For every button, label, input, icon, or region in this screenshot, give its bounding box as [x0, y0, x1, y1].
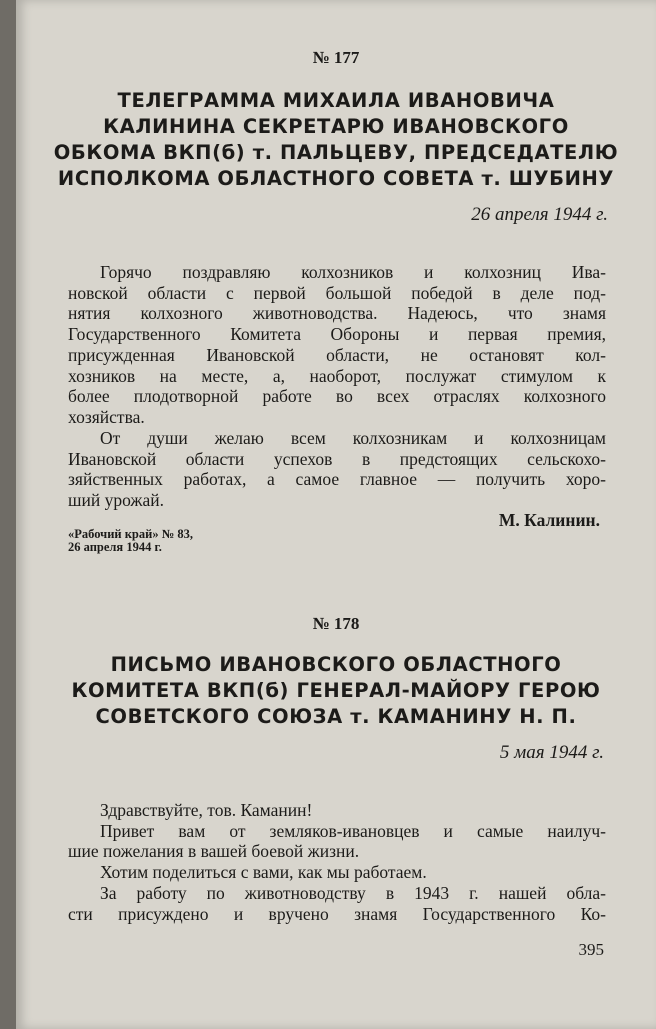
source-line: 26 апреля 1944 г. [68, 540, 162, 554]
doc177-date: 26 апреля 1944 г. [471, 204, 608, 225]
text-line: более плодотворной работе во всех отраслях колхозного [68, 386, 606, 407]
doc177-number: № 177 [312, 48, 360, 67]
text-line: присужденная Ивановской области, не остановят кол- [68, 344, 606, 365]
doc178-body [68, 800, 606, 924]
heading-line: ОБКОМА ВКП(б) т. ПАЛЬЦЕВУ, ПРЕДСЕДАТЕЛЮ [53, 141, 619, 164]
heading-line: КАЛИНИНА СЕКРЕТАРЮ ИВАНОВСКОГО [103, 115, 569, 138]
text-line: сти присуждено и вручено знамя Государственного Ко- [68, 903, 606, 924]
text-line: шие пожелания в вашей боевой жизни. [68, 841, 360, 862]
doc178-date: 5 мая 1944 г. [499, 742, 604, 763]
doc177-paragraph-1 [68, 262, 606, 428]
heading-line: КОМИТЕТА ВКП(б) ГЕНЕРАЛ-МАЙОРУ ГЕРОЮ [71, 679, 601, 702]
text-line: нятия колхозного животноводства. Надеюсь, что знамя [68, 303, 606, 324]
text-line: За работу по животноводству в 1943 г. нашей обла- [100, 882, 606, 903]
text-line: ший урожай. [68, 490, 164, 511]
page-number: 395 [578, 940, 604, 959]
heading-line: СОВЕТСКОГО СОЮЗА т. КАМАНИНУ Н. П. [95, 705, 577, 728]
doc177-heading [16, 88, 656, 192]
heading-line: ИСПОЛКОМА ОБЛАСТНОГО СОВЕТА т. ШУБИНУ [57, 167, 615, 190]
text-line: Хотим поделиться с вами, как мы работаем. [100, 862, 427, 883]
heading-line: ТЕЛЕГРАММА МИХАИЛА ИВАНОВИЧА [117, 89, 555, 112]
doc178-number: № 178 [312, 614, 360, 633]
book-page [16, 0, 656, 1029]
text-line: зяйственных работах, а самое главное — получить хоро- [68, 469, 606, 490]
text-line: новской области с первой большой победой в деле под- [68, 282, 606, 303]
text-line: хозников на месте, а, наоборот, послужат стимулом к [68, 365, 606, 386]
source-line: «Рабочий край» № 83, [68, 527, 194, 541]
text-line: Горячо поздравляю колхозников и колхозниц Ива- [100, 262, 606, 282]
text-line: От души желаю всем колхозникам и колхозницам [100, 428, 606, 448]
doc177-paragraph-2 [68, 428, 606, 511]
text-line: Государственного Комитета Обороны и первая премия, [68, 324, 606, 345]
text-line: хозяйства. [68, 406, 145, 427]
doc177-source-note [68, 528, 193, 554]
doc178-heading [16, 652, 656, 730]
heading-line: ПИСЬМО ИВАНОВСКОГО ОБЛАСТНОГО [110, 653, 562, 676]
text-line: Ивановской области успехов в предстоящих сельскохо- [68, 448, 606, 469]
text-line: Привет вам от земляков-ивановцев и самые наилуч- [100, 820, 606, 841]
doc177-signature: М. Калинин. [498, 510, 600, 530]
greeting-line: Здравствуйте, тов. Каманин! [100, 800, 313, 820]
